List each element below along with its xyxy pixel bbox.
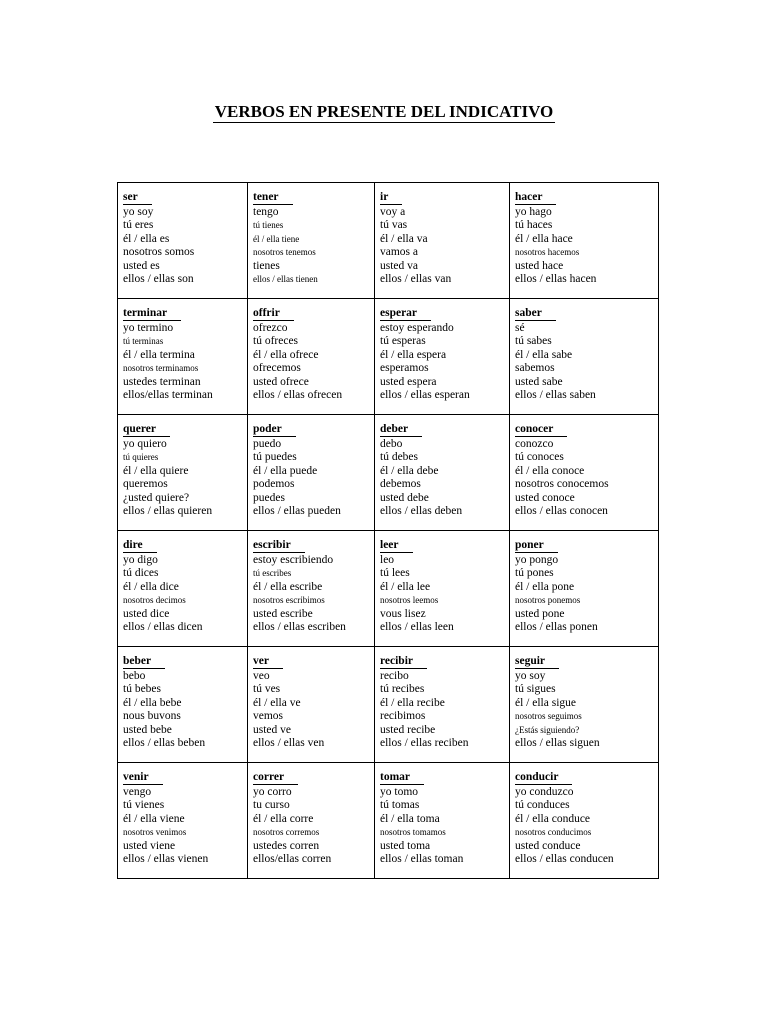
verb-cell: [510, 299, 659, 415]
verb-cell: [118, 531, 248, 647]
conjugation-line: recibo: [380, 670, 409, 682]
conjugation-line: tú haces: [515, 219, 553, 232]
conjugation-line: usted ve: [253, 723, 292, 736]
conjugation-line: tú recibes: [380, 683, 425, 696]
conjugation-line: ellos / ellas hacen: [515, 273, 597, 286]
verb-cell: [248, 183, 375, 299]
conjugation-line: nosotros somos: [123, 246, 195, 259]
verb-infinitive: deber: [380, 423, 422, 437]
table-row: [118, 531, 659, 647]
conjugation-line: él / ella puede: [253, 464, 318, 477]
conjugation-line: ellos / ellas quieren: [123, 505, 213, 518]
conjugation-line: usted conoce: [515, 491, 575, 504]
page-title: [0, 102, 768, 122]
conjugation-line: tengo: [253, 206, 279, 218]
conjugation-line: él / ella bebe: [123, 696, 182, 709]
verb-table-body: [118, 183, 659, 879]
verb-infinitive: correr: [253, 771, 298, 785]
verb-cell: [375, 415, 510, 531]
conjugation-line: tú tomas: [380, 799, 420, 812]
conjugation-line: ellos / ellas dicen: [123, 621, 203, 634]
verb-infinitive: escribir: [253, 539, 305, 553]
conjugation-line: debemos: [380, 478, 421, 491]
verb-infinitive: esperar: [380, 307, 431, 321]
conjugation-line: él / ella recibe: [380, 696, 445, 709]
conjugation-line: tú sigues: [515, 683, 556, 696]
conjugation-line: nosotros corremos: [253, 827, 320, 838]
verb-cell: [375, 763, 510, 879]
conjugation-line: él / ella es: [123, 232, 170, 245]
conjugation-line: tu curso: [253, 799, 290, 812]
conjugation-line: podemos: [253, 478, 295, 491]
verb-cell: [248, 415, 375, 531]
conjugation-line: él / ella termina: [123, 348, 195, 361]
verb-cell: [510, 763, 659, 879]
conjugation-line: debo: [380, 438, 403, 450]
conjugation-line: vemos: [253, 710, 284, 723]
conjugation-line: usted sabe: [515, 375, 563, 388]
conjugation-line: tú esperas: [380, 335, 426, 348]
conjugation-line: ustedes terminan: [123, 375, 201, 388]
conjugation-line: él / ella dice: [123, 580, 179, 593]
conjugation-line: él / ella toma: [380, 812, 440, 825]
conjugation-line: él / ella debe: [380, 464, 439, 477]
conjugation-line: ellos / ellas tienen: [253, 274, 318, 285]
conjugation-line: nosotros tenemos: [253, 247, 316, 258]
conjugation-line: nosotros conducimos: [515, 827, 592, 838]
conjugation-line: ellos / ellas vienen: [123, 853, 209, 866]
conjugation-line: voy a: [380, 206, 406, 218]
conjugation-line: ellos / ellas saben: [515, 389, 596, 402]
conjugation-line: yo hago: [515, 206, 552, 218]
conjugation-line: vengo: [123, 786, 152, 798]
verb-cell: [375, 299, 510, 415]
verb-infinitive: ir: [380, 191, 402, 205]
conjugation-line: él / ella espera: [380, 348, 447, 361]
conjugation-line: usted recibe: [380, 723, 436, 736]
verb-cell: [375, 183, 510, 299]
conjugation-line: usted bebe: [123, 723, 172, 736]
verb-infinitive: querer: [123, 423, 170, 437]
conjugation-line: tú ofreces: [253, 335, 299, 348]
conjugation-line: nosotros escribimos: [253, 595, 325, 606]
verb-cell: [375, 531, 510, 647]
conjugation-line: él / ella tiene: [253, 233, 300, 244]
verb-cell: [510, 183, 659, 299]
conjugation-line: usted ofrece: [253, 375, 309, 388]
conjugation-line: él / ella hace: [515, 232, 573, 245]
conjugation-line: tienes: [253, 259, 280, 272]
verb-cell: [248, 299, 375, 415]
conjugation-line: yo pongo: [515, 554, 559, 566]
conjugation-line: tú ves: [253, 683, 281, 696]
conjugation-line: ellos / ellas son: [123, 273, 194, 286]
conjugation-line: nosotros seguimos: [515, 711, 582, 722]
conjugation-line: ellos / ellas deben: [380, 505, 463, 518]
conjugation-line: yo termino: [123, 322, 174, 334]
conjugation-line: usted es: [123, 259, 160, 272]
conjugation-line: ellos / ellas reciben: [380, 737, 469, 750]
conjugation-line: nosotros terminamos: [123, 363, 199, 374]
verb-cell: [375, 647, 510, 763]
conjugation-line: estoy escribiendo: [253, 554, 334, 566]
conjugation-line: ellos / ellas escriben: [253, 621, 346, 634]
conjugation-line: ofrecemos: [253, 362, 301, 375]
conjugation-line: ellos / ellas van: [380, 273, 452, 286]
verb-cell: [118, 763, 248, 879]
conjugation-line: ellos/ellas corren: [253, 853, 332, 866]
conjugation-line: ellos / ellas conocen: [515, 505, 608, 518]
conjugation-line: yo digo: [123, 554, 158, 566]
verb-infinitive: ver: [253, 655, 283, 669]
conjugation-line: tú conduces: [515, 799, 570, 812]
conjugation-line: bebo: [123, 670, 146, 682]
conjugation-line: ellos / ellas ponen: [515, 621, 598, 634]
verb-infinitive: leer: [380, 539, 413, 553]
conjugation-line: él / ella va: [380, 232, 428, 245]
table-row: [118, 183, 659, 299]
verb-cell: [248, 531, 375, 647]
verb-infinitive: beber: [123, 655, 165, 669]
conjugation-line: nosotros decimos: [123, 595, 186, 606]
conjugation-line: usted viene: [123, 839, 176, 852]
conjugation-line: ellos / ellas ven: [253, 737, 325, 750]
conjugation-line: yo quiero: [123, 438, 167, 450]
verb-cell: [510, 647, 659, 763]
conjugation-line: usted escribe: [253, 607, 313, 620]
conjugation-line: ofrezco: [253, 322, 288, 334]
conjugation-line: nosotros leemos: [380, 595, 439, 606]
conjugation-line: tú pones: [515, 567, 554, 580]
conjugation-line: recibimos: [380, 710, 426, 723]
page-title-text: VERBOS EN PRESENTE DEL INDICATIVO: [214, 102, 554, 121]
verb-infinitive: ser: [123, 191, 152, 205]
verb-cell: [510, 415, 659, 531]
conjugation-line: sabemos: [515, 362, 555, 375]
verb-infinitive: conocer: [515, 423, 567, 437]
verb-infinitive: dire: [123, 539, 157, 553]
conjugation-line: él / ella viene: [123, 812, 185, 825]
conjugation-line: ellos / ellas esperan: [380, 389, 470, 402]
conjugation-line: tú puedes: [253, 451, 297, 464]
conjugation-line: estoy esperando: [380, 322, 454, 334]
verb-infinitive: offrir: [253, 307, 294, 321]
conjugation-line: usted va: [380, 259, 419, 272]
conjugation-line: esperamos: [380, 362, 429, 375]
conjugation-line: ellos / ellas toman: [380, 853, 464, 866]
conjugation-line: tú quieres: [123, 452, 159, 463]
conjugation-line: ¿usted quiere?: [123, 491, 190, 504]
conjugation-line: tú sabes: [515, 335, 552, 348]
verb-infinitive: terminar: [123, 307, 181, 321]
conjugation-line: conozco: [515, 438, 554, 450]
verb-infinitive: saber: [515, 307, 556, 321]
verb-infinitive: hacer: [515, 191, 556, 205]
conjugation-line: yo soy: [515, 670, 546, 682]
conjugation-line: tú vas: [380, 219, 408, 232]
verb-cell: [510, 531, 659, 647]
conjugation-line: nosotros ponemos: [515, 595, 581, 606]
conjugation-line: usted hace: [515, 259, 564, 272]
verb-infinitive: tener: [253, 191, 293, 205]
conjugation-line: tú eres: [123, 219, 154, 232]
verb-infinitive: conducir: [515, 771, 572, 785]
table-row: [118, 763, 659, 879]
verb-cell: [118, 299, 248, 415]
conjugation-line: nosotros hacemos: [515, 247, 580, 258]
conjugation-line: ustedes corren: [253, 839, 320, 852]
conjugation-line: nosotros tomamos: [380, 827, 446, 838]
conjugation-line: usted dice: [123, 607, 170, 620]
conjugation-line: él / ella quiere: [123, 464, 189, 477]
conjugation-line: leo: [380, 554, 395, 566]
conjugation-line: usted pone: [515, 607, 565, 620]
conjugation-line: vous lisez: [380, 607, 426, 620]
conjugation-line: yo soy: [123, 206, 154, 218]
verb-infinitive: seguir: [515, 655, 559, 669]
conjugation-line: usted conduce: [515, 839, 581, 852]
conjugation-line: ellos/ellas terminan: [123, 389, 213, 402]
conjugation-line: nosotros conocemos: [515, 478, 609, 491]
conjugation-line: tú escribes: [253, 568, 292, 579]
conjugation-line: él / ella escribe: [253, 580, 323, 593]
table-row: [118, 299, 659, 415]
conjugation-line: tú lees: [380, 567, 410, 580]
conjugation-line: él / ella conduce: [515, 812, 591, 825]
verb-infinitive: poner: [515, 539, 558, 553]
conjugation-line: ellos / ellas ofrecen: [253, 389, 343, 402]
conjugation-line: yo corro: [253, 786, 292, 798]
verb-cell: [248, 647, 375, 763]
conjugation-line: tú terminas: [123, 336, 164, 347]
conjugation-line: él / ella sabe: [515, 348, 573, 361]
verb-infinitive: tomar: [380, 771, 424, 785]
conjugation-line: nous buvons: [123, 710, 181, 723]
conjugation-line: tú debes: [380, 451, 419, 464]
verb-cell: [118, 415, 248, 531]
conjugation-line: ¿Estás siguiendo?: [515, 724, 580, 735]
conjugation-line: él / ella sigue: [515, 696, 576, 709]
conjugation-line: vamos a: [380, 246, 419, 259]
conjugation-line: usted espera: [380, 375, 437, 388]
conjugation-line: ellos / ellas beben: [123, 737, 206, 750]
conjugation-line: tú tienes: [253, 220, 284, 231]
table-row: [118, 647, 659, 763]
table-row: [118, 415, 659, 531]
conjugation-line: él / ella ofrece: [253, 348, 319, 361]
conjugation-line: él / ella conoce: [515, 464, 585, 477]
verb-cell: [118, 647, 248, 763]
verb-infinitive: venir: [123, 771, 163, 785]
conjugation-line: yo tomo: [380, 786, 419, 798]
conjugation-line: sé: [515, 322, 525, 334]
verb-cell: [118, 183, 248, 299]
verb-infinitive: poder: [253, 423, 296, 437]
conjugation-line: ellos / ellas conducen: [515, 853, 614, 866]
verb-infinitive: recibir: [380, 655, 427, 669]
conjugation-line: tú conoces: [515, 451, 564, 464]
conjugation-line: puedo: [253, 438, 282, 450]
conjugation-line: tú vienes: [123, 799, 165, 812]
conjugation-line: usted debe: [380, 491, 429, 504]
conjugation-line: ellos / ellas pueden: [253, 505, 341, 518]
conjugation-line: queremos: [123, 478, 168, 491]
conjugation-line: ellos / ellas leen: [380, 621, 454, 634]
conjugation-line: tú dices: [123, 567, 159, 580]
conjugation-line: puedes: [253, 491, 285, 504]
verb-conjugation-table: [117, 182, 659, 879]
conjugation-line: veo: [253, 670, 270, 682]
conjugation-line: él / ella ve: [253, 696, 301, 709]
conjugation-line: usted toma: [380, 839, 431, 852]
conjugation-line: ellos / ellas siguen: [515, 737, 600, 750]
conjugation-line: nosotros venimos: [123, 827, 187, 838]
conjugation-line: él / ella pone: [515, 580, 575, 593]
verb-cell: [248, 763, 375, 879]
conjugation-line: yo conduzco: [515, 786, 574, 798]
conjugation-line: él / ella corre: [253, 812, 314, 825]
conjugation-line: él / ella lee: [380, 580, 431, 593]
conjugation-line: tú bebes: [123, 683, 162, 696]
